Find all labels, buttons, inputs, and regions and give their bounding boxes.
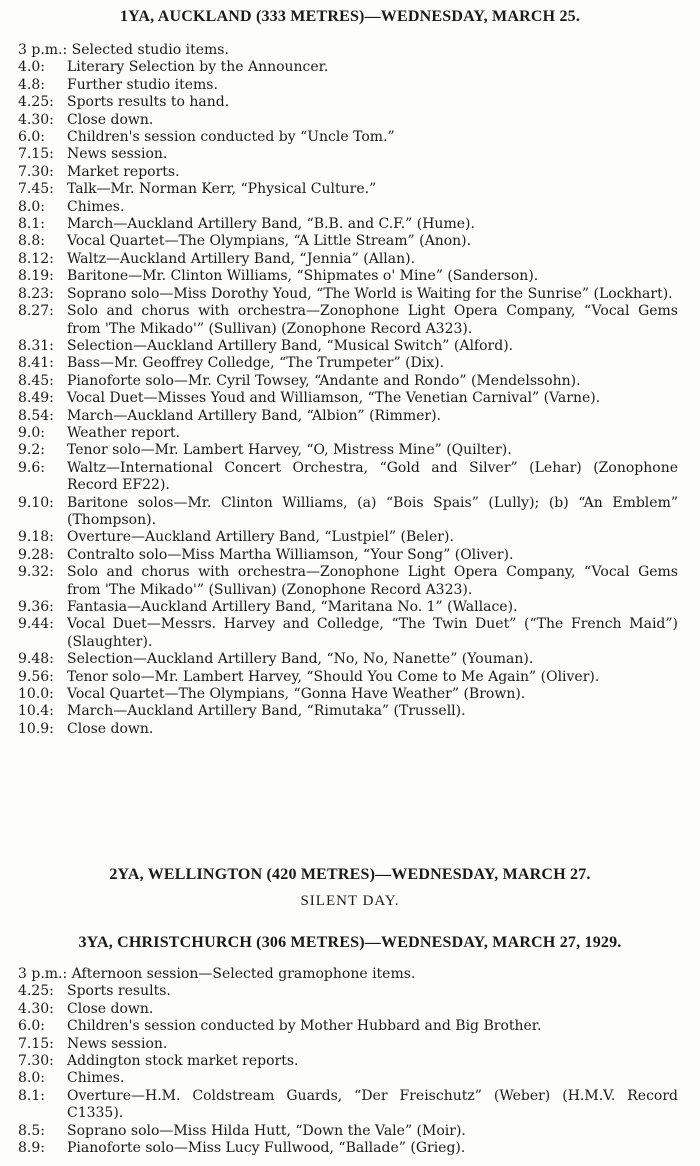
programme-item	[0, 529, 700, 546]
item-text: Chimes.	[67, 198, 125, 215]
item-text: Fantasia—Auckland Artillery Band, “Maritana No. 1” (Wallace).	[67, 599, 518, 615]
item-text: Overture—H.M. Coldstream Guards, “Der Freischutz” (Weber) (H.M.V. Record C1335).	[67, 1087, 678, 1122]
item-time: 10.0:	[18, 686, 54, 703]
item-text: Talk—Mr. Norman Kerr, “Physical Culture.”	[67, 181, 377, 198]
programme-item	[0, 686, 700, 703]
programme-item	[0, 425, 700, 442]
item-text: Overture—Auckland Artillery Band, “Lustpiel” (Beler).	[67, 529, 454, 546]
silent-day-note: SILENT DAY.	[300, 893, 400, 909]
programme-item	[0, 669, 700, 686]
item-time: 4.25:	[18, 983, 54, 1000]
item-text: Selection—Auckland Artillery Band, “Musical Switch” (Alford).	[67, 337, 514, 354]
item-time: 9.28:	[18, 546, 54, 563]
programme-item	[0, 373, 700, 390]
programme-item	[0, 1018, 700, 1035]
item-text: Waltz—Auckland Artillery Band, “Jennia” (Allan).	[67, 250, 416, 267]
item-time: 8.0:	[18, 198, 45, 215]
item-text: Addington stock market reports.	[67, 1053, 299, 1070]
programme-item	[0, 338, 700, 355]
programme-item	[0, 233, 700, 250]
section-heading-2ya: 2YA, WELLINGTON (420 METRES)—WEDNESDAY, MARCH 27.	[109, 866, 591, 883]
item-time: 9.36:	[18, 599, 54, 615]
programme-item	[0, 599, 700, 616]
programme-item	[0, 129, 700, 146]
item-text: March—Auckland Artillery Band, “Rimutaka” (Trussell).	[67, 703, 466, 720]
item-text: Pianoforte solo—Miss Lucy Fullwood, “Ballade” (Grieg).	[67, 1140, 466, 1157]
item-time: 6.0:	[18, 129, 45, 146]
item-text: Tenor solo—Mr. Lambert Harvey, “Should You Come to Me Again” (Oliver).	[67, 668, 600, 685]
programme-item	[0, 1001, 700, 1018]
programme-item	[0, 355, 700, 372]
item-time: 4.30:	[18, 111, 54, 128]
item-time: 8.27:	[18, 303, 54, 320]
item-text: Solo and chorus with orchestra—Zonophone Light Opera Company, “Vocal Gems from 'The Mikado'” (Sullivan) (Zonophone Record A323).	[67, 564, 678, 598]
programme-item	[0, 199, 700, 216]
item-time: 8.23:	[18, 285, 54, 302]
programme-item	[0, 112, 700, 129]
item-time: 7.30:	[18, 163, 54, 180]
item-time: 8.31:	[18, 337, 54, 354]
item-text: Bass—Mr. Geoffrey Colledge, “The Trumpeter” (Dix).	[67, 355, 445, 372]
item-time: 8.54:	[18, 407, 54, 424]
programme-item	[0, 42, 700, 59]
item-text: Market reports.	[67, 163, 180, 180]
section-heading-3ya: 3YA, CHRISTCHURCH (306 METRES)—WEDNESDAY, MARCH 27, 1929.	[78, 934, 622, 951]
programme-item	[0, 390, 700, 407]
item-time: 9.56:	[18, 668, 54, 685]
item-text: Weather report.	[67, 424, 181, 441]
item-time: 8.8:	[18, 233, 45, 250]
item-text: Vocal Duet—Messrs. Harvey and Colledge, “The Twin Duet” (“The French Maid”) (Slaughter).	[67, 616, 678, 650]
programme-item	[0, 286, 700, 303]
item-text: Soprano solo—Miss Hilda Hutt, “Down the Vale” (Moir).	[67, 1122, 466, 1139]
programme-item	[0, 1053, 700, 1070]
item-time: 8.0:	[18, 1070, 45, 1087]
item-text: Vocal Duet—Misses Youd and Williamson, “The Venetian Carnival” (Varne).	[67, 390, 601, 407]
item-text: Vocal Quartet—The Olympians, “A Little Stream” (Anon).	[67, 233, 472, 250]
item-time: 7.15:	[18, 1035, 54, 1052]
item-time: 8.45:	[18, 372, 54, 389]
item-time: 10.9:	[18, 720, 54, 737]
programme-item	[0, 216, 700, 233]
item-text: Baritone solos—Mr. Clinton Williams, (a) “Bois Spais” (Lully); (b) “An Emblem” (Thompson).	[67, 494, 678, 528]
programme-item	[0, 966, 700, 983]
programme-item	[0, 59, 700, 76]
programme-item	[0, 1036, 700, 1053]
programme-item	[0, 1070, 700, 1087]
item-time: 9.32:	[18, 564, 54, 581]
programme-item	[0, 616, 700, 651]
item-time: 8.12:	[18, 250, 54, 267]
item-text: Tenor solo—Mr. Lambert Harvey, “O, Mistress Mine” (Quilter).	[67, 442, 512, 459]
item-text: Selection—Auckland Artillery Band, “No, No, Nanette” (Youman).	[67, 651, 534, 668]
programme-item	[0, 460, 700, 495]
item-time: 8.5:	[18, 1122, 45, 1139]
programme-item	[0, 651, 700, 668]
item-time: 8.1:	[18, 1087, 45, 1104]
programme-item	[0, 1088, 700, 1123]
programme-item	[0, 442, 700, 459]
item-text: March—Auckland Artillery Band, “Albion” (Rimmer).	[67, 407, 442, 424]
programme-item	[0, 1123, 700, 1140]
programme-item	[0, 983, 700, 1000]
section-heading-1ya: 1YA, AUCKLAND (333 METRES)—WEDNESDAY, MARCH 25.	[119, 8, 581, 25]
item-time: 10.4:	[18, 703, 54, 720]
programme-item	[0, 268, 700, 285]
item-time: 9.10:	[18, 494, 54, 511]
programme-item	[0, 547, 700, 564]
item-text: Children's session conducted by Mother Hubbard and Big Brother.	[67, 1018, 542, 1035]
item-time: 8.41:	[18, 355, 54, 372]
item-text: Solo and chorus with orchestra—Zonophone Light Opera Company, “Vocal Gems from 'The Mikado'” (Sullivan) (Zonophone Record A323).	[67, 303, 678, 337]
item-text: Waltz—International Concert Orchestra, “Gold and Silver” (Lehar) (Zonophone Record EF22).	[67, 459, 678, 494]
programme-item	[0, 303, 700, 338]
item-time: 9.2:	[18, 442, 45, 459]
item-time: 8.49:	[18, 390, 54, 407]
item-text: 3 p.m.: Afternoon session—Selected gramophone items.	[18, 966, 416, 982]
programme-item	[0, 146, 700, 163]
item-text: Close down.	[67, 720, 154, 737]
item-time: 7.30:	[18, 1053, 54, 1070]
item-text: Pianoforte solo—Mr. Cyril Towsey, “Andante and Rondo” (Mendelssohn).	[67, 372, 581, 389]
item-text: Sports results.	[67, 983, 171, 1000]
item-time: 9.48:	[18, 651, 54, 668]
programme-item	[0, 721, 700, 738]
item-time: 9.6:	[18, 459, 45, 476]
item-text: Chimes.	[67, 1070, 125, 1087]
programme-item	[0, 1140, 700, 1157]
item-time: 4.0:	[18, 59, 45, 76]
item-text: Baritone—Mr. Clinton Williams, “Shipmates o' Mine” (Sanderson).	[67, 268, 539, 285]
item-text: News session.	[67, 146, 168, 163]
programme-item	[0, 408, 700, 425]
item-text: Contralto solo—Miss Martha Williamson, “Your Song” (Oliver).	[67, 546, 514, 563]
item-time: 9.18:	[18, 529, 54, 546]
item-text: 3 p.m.: Selected studio items.	[18, 42, 229, 58]
item-text: Sports results to hand.	[67, 94, 230, 111]
programme-list-3ya	[0, 966, 700, 1157]
programme-item	[0, 703, 700, 720]
item-text: News session.	[67, 1035, 168, 1052]
item-time: 8.9:	[18, 1140, 45, 1157]
item-time: 6.0:	[18, 1018, 45, 1035]
item-time: 7.45:	[18, 181, 54, 198]
item-text: Close down.	[67, 1000, 154, 1017]
item-text: Soprano solo—Miss Dorothy Youd, “The World is Waiting for the Sunrise” (Lockhart).	[67, 285, 673, 302]
item-text: Children's session conducted by “Uncle Tom.”	[67, 129, 395, 146]
item-text: Vocal Quartet—The Olympians, “Gonna Have Weather” (Brown).	[67, 686, 526, 703]
programme-item	[0, 251, 700, 268]
programme-list-1ya	[0, 42, 700, 738]
item-time: 4.25:	[18, 94, 54, 111]
item-time: 8.1:	[18, 216, 45, 233]
item-text: March—Auckland Artillery Band, “B.B. and C.F.” (Hume).	[67, 216, 475, 233]
item-time: 7.15:	[18, 146, 54, 163]
item-text: Further studio items.	[67, 76, 218, 93]
item-time: 9.0:	[18, 424, 45, 441]
item-time: 4.30:	[18, 1000, 54, 1017]
item-text: Literary Selection by the Announcer.	[67, 59, 329, 76]
programme-item	[0, 181, 700, 198]
programme-item	[0, 564, 700, 599]
programme-item	[0, 495, 700, 530]
item-time: 4.8:	[18, 76, 45, 93]
item-time: 9.44:	[18, 616, 54, 633]
programme-item	[0, 77, 700, 94]
programme-item	[0, 164, 700, 181]
item-time: 8.19:	[18, 268, 54, 285]
programme-item	[0, 94, 700, 111]
item-text: Close down.	[67, 111, 154, 128]
